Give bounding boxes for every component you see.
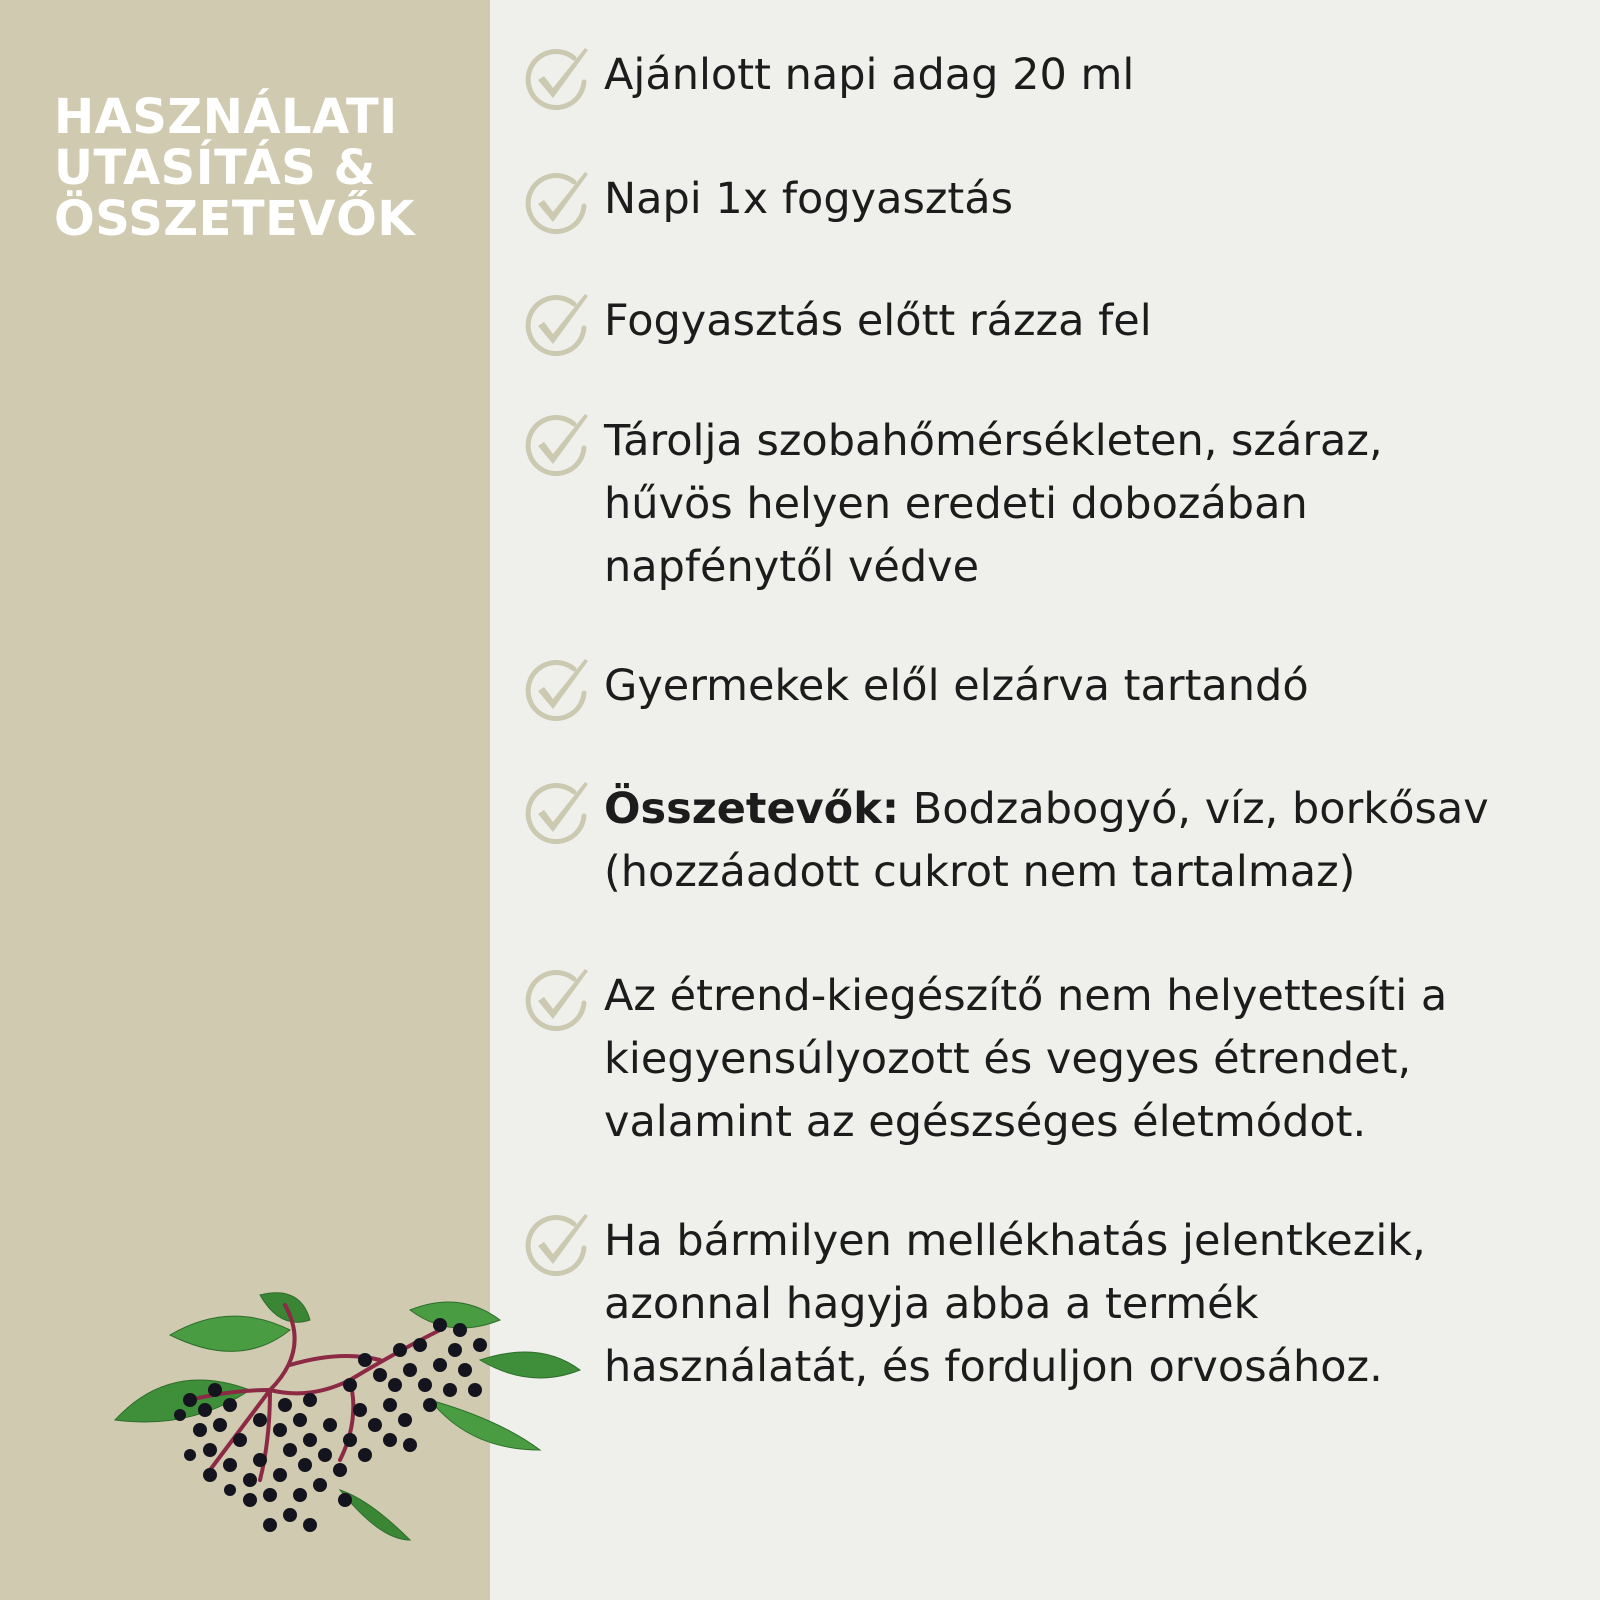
check-circle-icon: [522, 44, 590, 114]
title-line-1: HASZNÁLATI: [54, 89, 398, 145]
text-line: hűvös helyen eredeti dobozában: [604, 479, 1308, 529]
check-circle-icon: [522, 410, 590, 480]
list-item-text: [604, 655, 1594, 718]
check-circle-icon: [522, 655, 590, 725]
check-circle-icon: [522, 168, 590, 238]
text-line: Napi 1x fogyasztás: [604, 174, 1014, 224]
check-circle-icon: [522, 290, 590, 360]
text-line: Tárolja szobahőmérsékleten, száraz,: [604, 416, 1383, 466]
text-line: Fogyasztás előtt rázza fel: [604, 296, 1152, 346]
ingredients-label: Összetevők:: [604, 784, 900, 834]
list-item-text: [604, 965, 1594, 1154]
page-title: [54, 89, 416, 247]
text-line: napfénytől védve: [604, 542, 980, 592]
list-item-text: [604, 778, 1594, 904]
list-item-text: [604, 1210, 1594, 1399]
text-line: kiegyensúlyozott és vegyes étrendet,: [604, 1034, 1412, 1084]
check-circle-icon: [522, 1210, 590, 1280]
text-line: használatát, és forduljon orvosához.: [604, 1342, 1383, 1392]
text-line: azonnal hagyja abba a termék: [604, 1279, 1259, 1329]
text-line: valamint az egészséges életmódot.: [604, 1097, 1367, 1147]
title-line-2: UTASÍTÁS &: [54, 140, 376, 196]
text-line: Ajánlott napi adag 20 ml: [604, 50, 1135, 100]
title-line-3: ÖSSZETEVŐK: [54, 191, 416, 247]
check-circle-icon: [522, 778, 590, 848]
text-line: Az étrend-kiegészítő nem helyettesíti a: [604, 971, 1448, 1021]
text-line: (hozzáadott cukrot nem tartalmaz): [604, 847, 1356, 897]
list-item-text: [604, 44, 1594, 107]
list-item-text: [604, 168, 1594, 231]
text-line: Ha bármilyen mellékhatás jelentkezik,: [604, 1216, 1426, 1266]
check-circle-icon: [522, 965, 590, 1035]
text-line: Bodzabogyó, víz, borkősav: [899, 784, 1489, 834]
elderberry-illustration: [110, 1290, 590, 1580]
list-item-text: [604, 410, 1594, 599]
list-item-text: [604, 290, 1594, 353]
text-line: Gyermekek elől elzárva tartandó: [604, 661, 1309, 711]
